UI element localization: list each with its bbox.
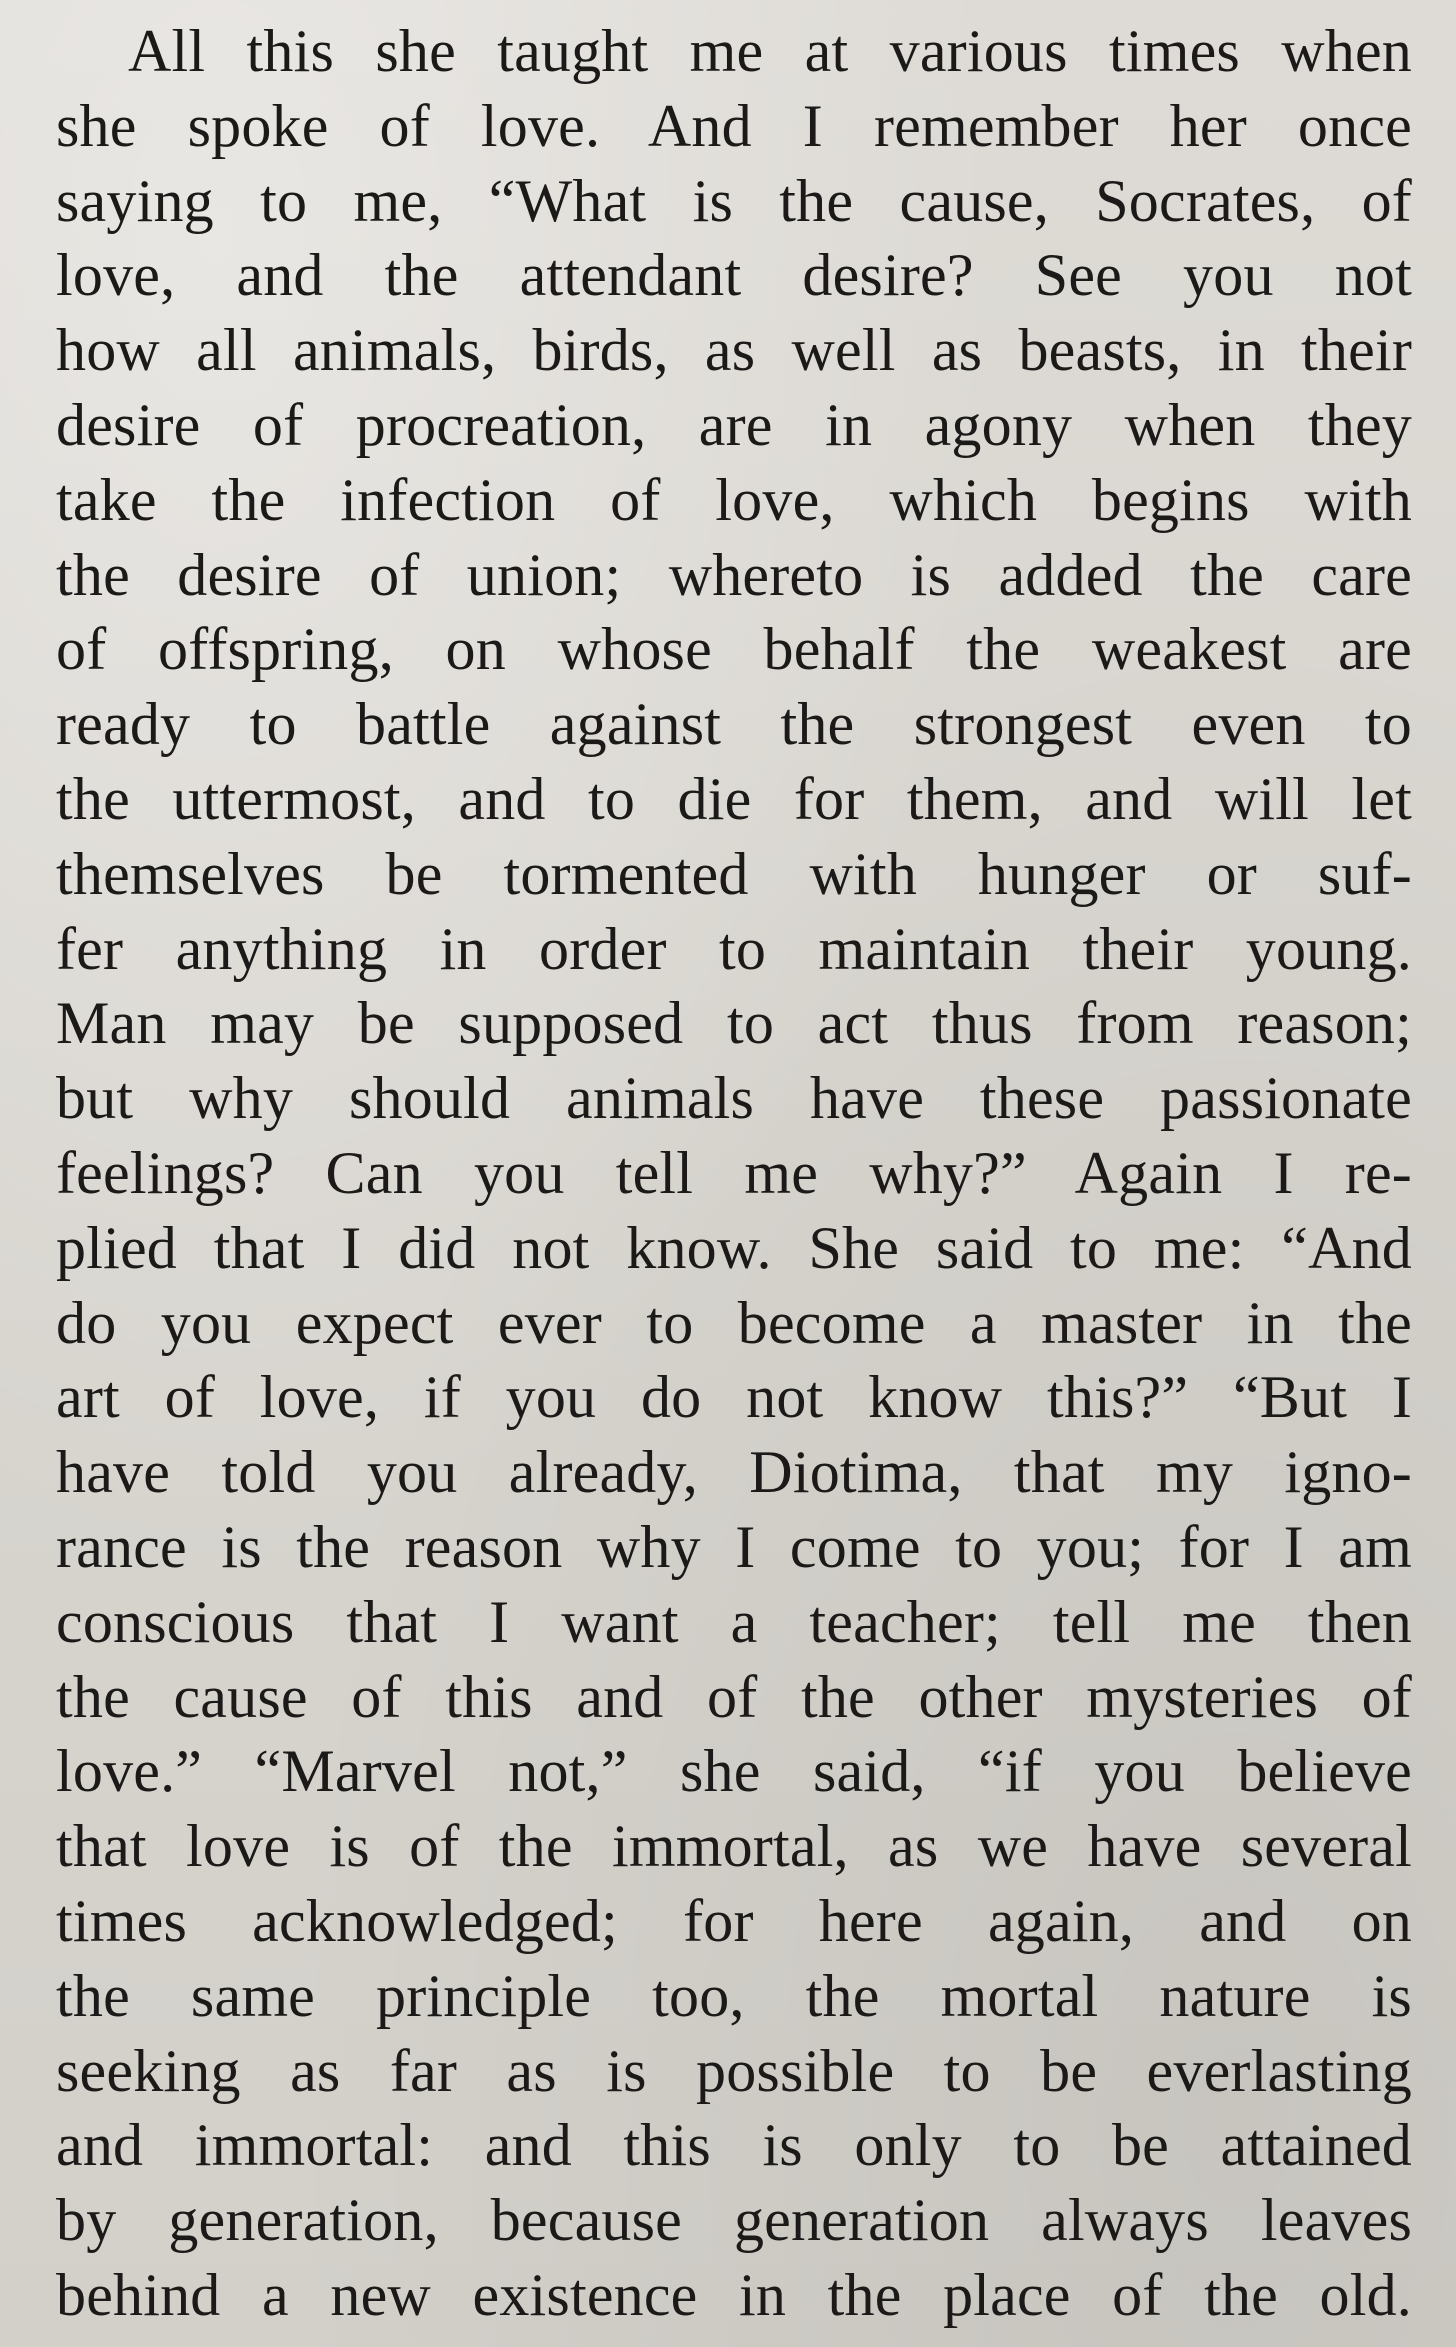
text-line-21: rance is the reason why I come to you; for I am — [56, 1513, 1412, 1580]
text-line-13: fer anything in order to maintain their young. — [56, 915, 1412, 982]
text-line-18: do you expect ever to become a master in the — [56, 1289, 1412, 1356]
text-line-6: desire of procreation, are in agony when they — [56, 391, 1412, 458]
text-line-19: art of love, if you do not know this?” “But I — [56, 1364, 1412, 1431]
text-line-29: and immortal: and this is only to be attained — [56, 2112, 1412, 2179]
text-line-23: the cause of this and of the other mysteries of — [56, 1663, 1412, 1730]
text-line-28: seeking as far as is possible to be everlasting — [56, 2037, 1412, 2104]
text-line-27: the same principle too, the mortal nature is — [56, 1962, 1412, 2029]
text-line-1: All this she taught me at various times when — [128, 18, 1412, 84]
text-line-5: how all animals, birds, as well as beasts, in their — [56, 317, 1412, 384]
text-line-7: take the infection of love, which begins with — [56, 466, 1412, 533]
text-line-16: feelings? Can you tell me why?” Again I re- — [56, 1139, 1412, 1206]
text-line-4: love, and the attendant desire? See you not — [56, 242, 1412, 309]
text-line-17: plied that I did not know. She said to me: “And — [56, 1214, 1412, 1281]
text-line-26: times acknowledged; for here again, and on — [56, 1887, 1412, 1954]
text-line-3: saying to me, “What is the cause, Socrates, of — [56, 167, 1412, 234]
text-line-20: have told you already, Diotima, that my igno- — [56, 1439, 1412, 1506]
text-line-25: that love is of the immortal, as we have several — [56, 1813, 1412, 1880]
text-line-24: love.” “Marvel not,” she said, “if you believe — [56, 1738, 1412, 1805]
text-line-14: Man may be supposed to act thus from reason; — [56, 990, 1412, 1057]
paragraph — [56, 14, 1412, 2333]
text-line-12: themselves be tormented with hunger or suf- — [56, 840, 1412, 907]
text-line-31: behind a new existence in the place of the old. — [56, 2261, 1412, 2328]
text-line-15: but why should animals have these passionate — [56, 1065, 1412, 1132]
text-line-30: by generation, because generation always leaves — [56, 2187, 1412, 2254]
text-line-10: ready to battle against the strongest even to — [56, 691, 1412, 758]
text-line-2: she spoke of love. And I remember her once — [56, 92, 1412, 159]
text-line-11: the uttermost, and to die for them, and will let — [56, 765, 1412, 832]
text-line-9: of offspring, on whose behalf the weakest are — [56, 616, 1412, 683]
text-line-8: the desire of union; whereto is added the care — [56, 541, 1412, 608]
text-line-22: conscious that I want a teacher; tell me then — [56, 1588, 1412, 1655]
